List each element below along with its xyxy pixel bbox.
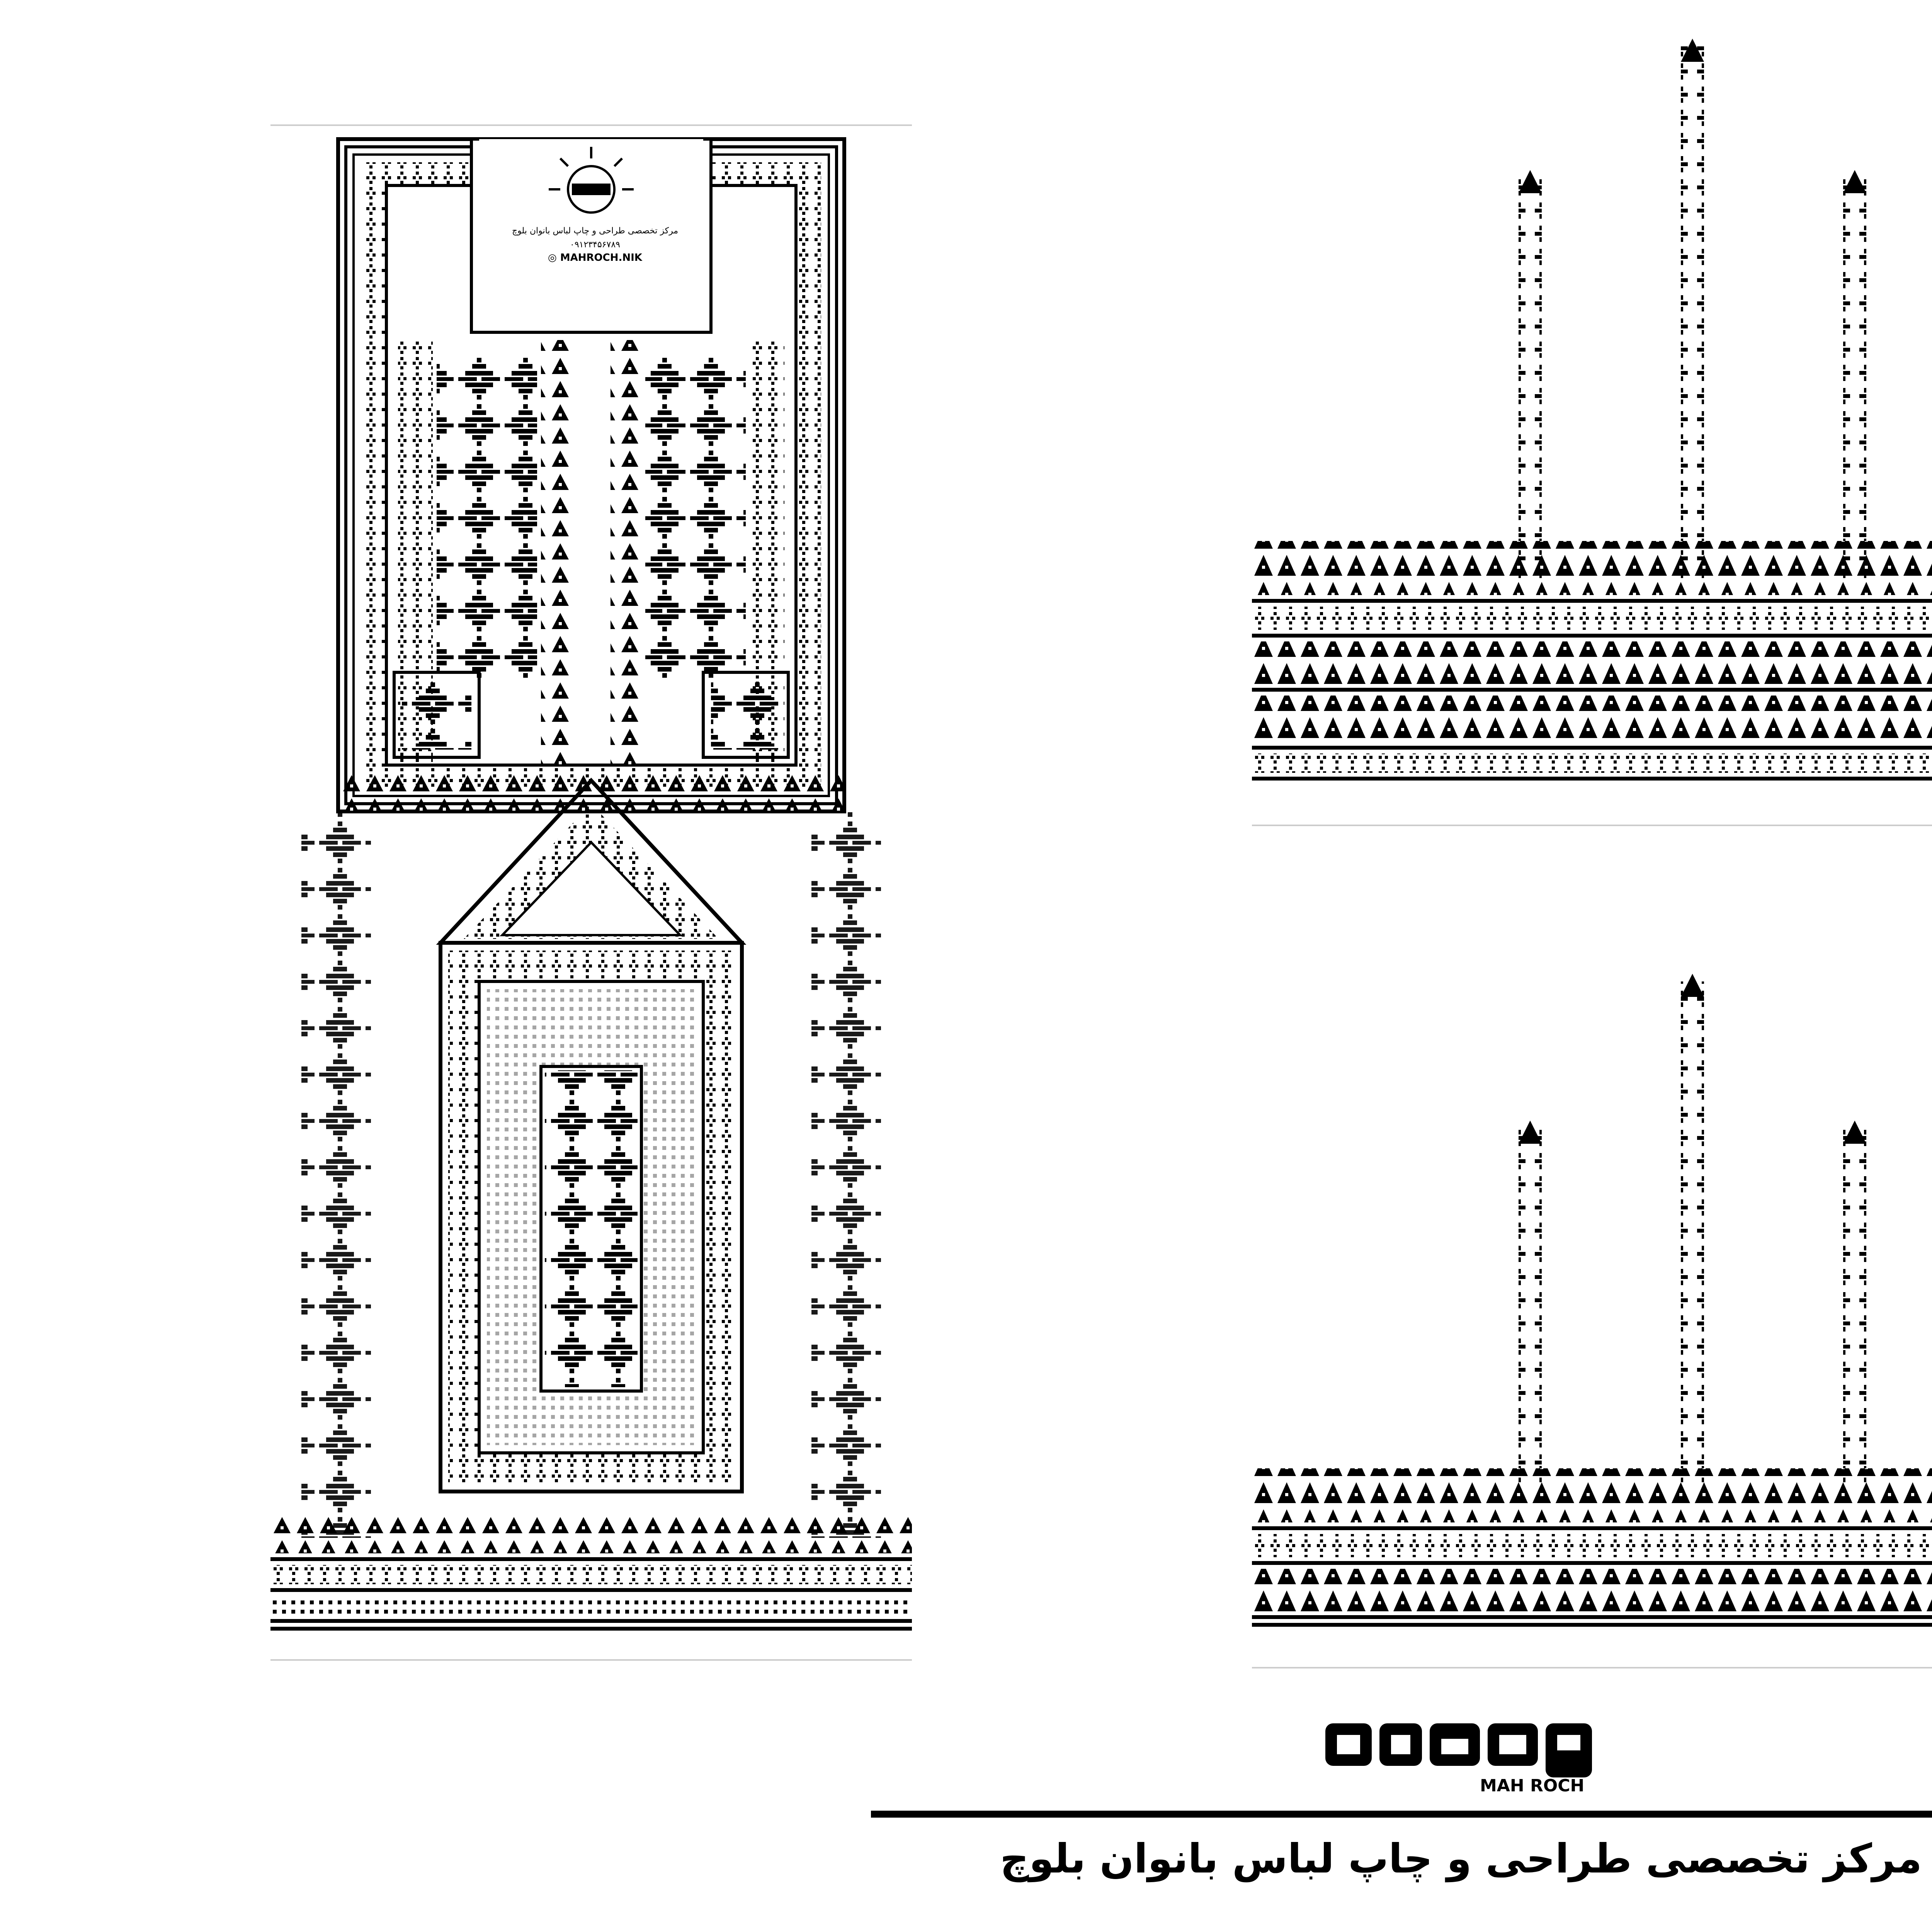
footer-brand-latin: MAH ROCH bbox=[1480, 1776, 1585, 1796]
footer-divider bbox=[871, 1811, 1932, 1818]
collar-label-line2: ۰۹۱۲۳۴۵۶۷۸۹ bbox=[570, 240, 620, 250]
hem-band bbox=[270, 1515, 912, 1631]
chest-pendant bbox=[440, 781, 742, 1492]
instagram-handle: ◎ MAHROCH.NIK bbox=[548, 252, 642, 264]
sleeve-panel-top bbox=[1252, 39, 1932, 827]
collar-label-line1: مرکز تخصصی طراحی و چاپ لباس بانوان بلوچ bbox=[512, 226, 679, 236]
dress-front-panel bbox=[270, 124, 912, 1662]
collar-label bbox=[495, 224, 696, 264]
footer-tagline: مرکز تخصصی طراحی و چاپ لباس بانوان بلوچ bbox=[1000, 1835, 1922, 1882]
sleeve-panel-bottom bbox=[1252, 966, 1932, 1669]
instagram-icon: ◎ bbox=[548, 252, 557, 264]
